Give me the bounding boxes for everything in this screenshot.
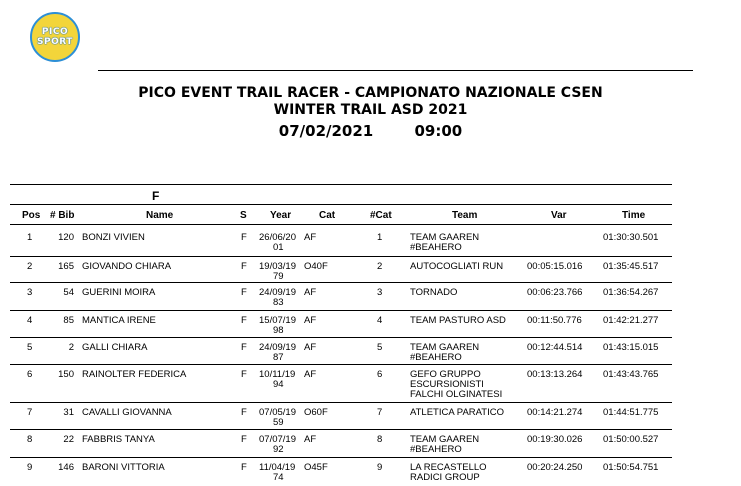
cell-sex: F: [241, 287, 247, 298]
row-divider: [10, 457, 672, 458]
cell-pos: 2: [27, 261, 33, 272]
cell-team2: ESCURSIONISTI: [410, 379, 484, 390]
cell-bib: 120: [58, 232, 74, 243]
cell-sex: F: [241, 462, 247, 473]
cell-var: 00:19:30.026: [527, 434, 583, 445]
cell-name: GIOVANDO CHIARA: [82, 261, 172, 272]
cell-catpos: 2: [377, 261, 383, 272]
header-rule: [98, 70, 693, 71]
cell-pos: 6: [27, 369, 33, 380]
col-header-bib: # Bib: [50, 210, 75, 221]
cell-team1: ATLETICA PARATICO: [410, 407, 504, 418]
cell-year2: 94: [273, 379, 284, 390]
cell-pos: 9: [27, 462, 33, 473]
cell-cat: O40F: [304, 261, 328, 272]
col-header-team: Team: [452, 210, 478, 221]
cell-pos: 4: [27, 315, 33, 326]
category-label: F: [152, 189, 160, 203]
cell-pos: 3: [27, 287, 33, 298]
cell-team2: #BEAHERO: [410, 242, 462, 253]
cell-year2: 87: [273, 352, 284, 363]
cell-catpos: 9: [377, 462, 383, 473]
cell-year1: 26/06/20: [259, 232, 296, 243]
cell-catpos: 4: [377, 315, 383, 326]
cell-year1: 11/04/19: [259, 462, 296, 473]
cell-sex: F: [241, 369, 247, 380]
pico-sport-logo: [30, 12, 80, 62]
cell-pos: 8: [27, 434, 33, 445]
event-time: 09:00: [414, 122, 463, 140]
event-datetime: [0, 122, 741, 140]
cell-team2: #BEAHERO: [410, 444, 462, 455]
cell-pos: 7: [27, 407, 33, 418]
cell-var: 00:06:23.766: [527, 287, 583, 298]
cell-year1: 07/07/19: [259, 434, 296, 445]
cell-cat: AF: [304, 434, 317, 445]
cell-cat: AF: [304, 369, 317, 380]
cell-bib: 2: [68, 342, 74, 353]
cell-team1: AUTOCOGLIATI RUN: [410, 261, 504, 272]
cell-team1: TEAM PASTURO ASD: [410, 315, 506, 326]
cell-year2: 98: [273, 325, 284, 336]
cell-team1: TORNADO: [410, 287, 458, 298]
cell-year2: 79: [273, 271, 284, 282]
table-top-rule: [10, 184, 672, 185]
cell-cat: AF: [304, 315, 317, 326]
col-header-pos: Pos: [22, 210, 41, 221]
row-divider: [10, 256, 672, 257]
cell-name: BONZI VIVIEN: [82, 232, 145, 243]
cell-var: 00:05:15.016: [527, 261, 583, 272]
logo-text-line2: SPORT: [37, 37, 73, 47]
cell-team2: RADICI GROUP: [410, 472, 480, 483]
cell-year2: 01: [273, 242, 284, 253]
col-header-time: Time: [622, 210, 646, 221]
cell-bib: 54: [63, 287, 74, 298]
cell-bib: 31: [63, 407, 74, 418]
cell-name: CAVALLI GIOVANNA: [82, 407, 172, 418]
cell-var: 00:12:44.514: [527, 342, 583, 353]
row-divider: [10, 402, 672, 403]
cell-team1: LA RECASTELLO: [410, 462, 487, 473]
event-title: PICO EVENT TRAIL RACER - CAMPIONATO NAZIONALE CSEN: [138, 85, 603, 101]
col-header-catpos: #Cat: [370, 210, 392, 221]
cell-catpos: 5: [377, 342, 383, 353]
cell-sex: F: [241, 434, 247, 445]
cell-time: 01:50:00.527: [603, 434, 659, 445]
cell-team1: TEAM GAAREN: [410, 342, 480, 353]
logo-text-line1: PICO: [41, 27, 69, 37]
cell-year2: 83: [273, 297, 284, 308]
col-header-name: Name: [146, 210, 174, 221]
cell-time: 01:30:30.501: [603, 232, 659, 243]
cell-time: 01:44:51.775: [603, 407, 659, 418]
cell-name: RAINOLTER FEDERICA: [82, 369, 187, 380]
cell-catpos: 1: [377, 232, 383, 243]
cell-bib: 165: [58, 261, 74, 272]
cell-team1: TEAM GAAREN: [410, 434, 480, 445]
cell-cat: AF: [304, 287, 317, 298]
cell-year1: 24/09/19: [259, 287, 296, 298]
cell-var: 00:14:21.274: [527, 407, 583, 418]
cell-pos: 5: [27, 342, 33, 353]
cell-name: GUERINI MOIRA: [82, 287, 156, 298]
col-header-var: Var: [551, 210, 567, 221]
event-subtitle: WINTER TRAIL ASD 2021: [273, 102, 468, 118]
event-date: 07/02/2021: [278, 122, 374, 140]
cell-bib: 22: [63, 434, 74, 445]
cell-time: 01:35:45.517: [603, 261, 659, 272]
cell-name: BARONI VITTORIA: [82, 462, 165, 473]
cell-cat: O45F: [304, 462, 328, 473]
cell-year2: 92: [273, 444, 284, 455]
cell-cat: O60F: [304, 407, 328, 418]
cell-catpos: 3: [377, 287, 383, 298]
cell-time: 01:43:43.765: [603, 369, 659, 380]
cell-name: GALLI CHIARA: [82, 342, 148, 353]
header-bottom-rule: [10, 224, 672, 225]
cell-var: 00:13:13.264: [527, 369, 583, 380]
cell-cat: AF: [304, 232, 317, 243]
cell-year2: 59: [273, 417, 284, 428]
col-header-sex: S: [240, 210, 247, 221]
cell-team1: GEFO GRUPPO: [410, 369, 481, 380]
cell-var: 00:20:24.250: [527, 462, 583, 473]
cell-bib: 85: [63, 315, 74, 326]
cell-year1: 10/11/19: [259, 369, 296, 380]
cell-sex: F: [241, 407, 247, 418]
cell-time: 01:50:54.751: [603, 462, 659, 473]
cell-year1: 07/05/19: [259, 407, 296, 418]
row-divider: [10, 337, 672, 338]
cell-bib: 150: [58, 369, 74, 380]
cell-time: 01:36:54.267: [603, 287, 659, 298]
cell-year1: 15/07/19: [259, 315, 296, 326]
cell-team2: #BEAHERO: [410, 352, 462, 363]
col-header-cat: Cat: [319, 210, 336, 221]
cell-sex: F: [241, 232, 247, 243]
cell-name: FABBRIS TANYA: [82, 434, 155, 445]
cell-team3: FALCHI OLGINATESI: [410, 389, 503, 400]
cell-time: 01:43:15.015: [603, 342, 659, 353]
cell-year1: 24/09/19: [259, 342, 296, 353]
cell-sex: F: [241, 315, 247, 326]
cell-name: MANTICA IRENE: [82, 315, 156, 326]
col-header-year: Year: [270, 210, 292, 221]
row-divider: [10, 429, 672, 430]
cell-team1: TEAM GAAREN: [410, 232, 480, 243]
cell-sex: F: [241, 261, 247, 272]
cell-cat: AF: [304, 342, 317, 353]
row-divider: [10, 282, 672, 283]
cell-bib: 146: [58, 462, 74, 473]
cell-var: 00:11:50.776: [527, 315, 582, 326]
cell-catpos: 8: [377, 434, 383, 445]
cell-year1: 19/03/19: [259, 261, 296, 272]
cell-year2: 74: [273, 472, 284, 483]
category-rule: [10, 204, 672, 205]
cell-catpos: 7: [377, 407, 383, 418]
cell-pos: 1: [27, 232, 33, 243]
cell-time: 01:42:21.277: [603, 315, 659, 326]
cell-sex: F: [241, 342, 247, 353]
cell-catpos: 6: [377, 369, 383, 380]
row-divider: [10, 310, 672, 311]
row-divider: [10, 364, 672, 365]
